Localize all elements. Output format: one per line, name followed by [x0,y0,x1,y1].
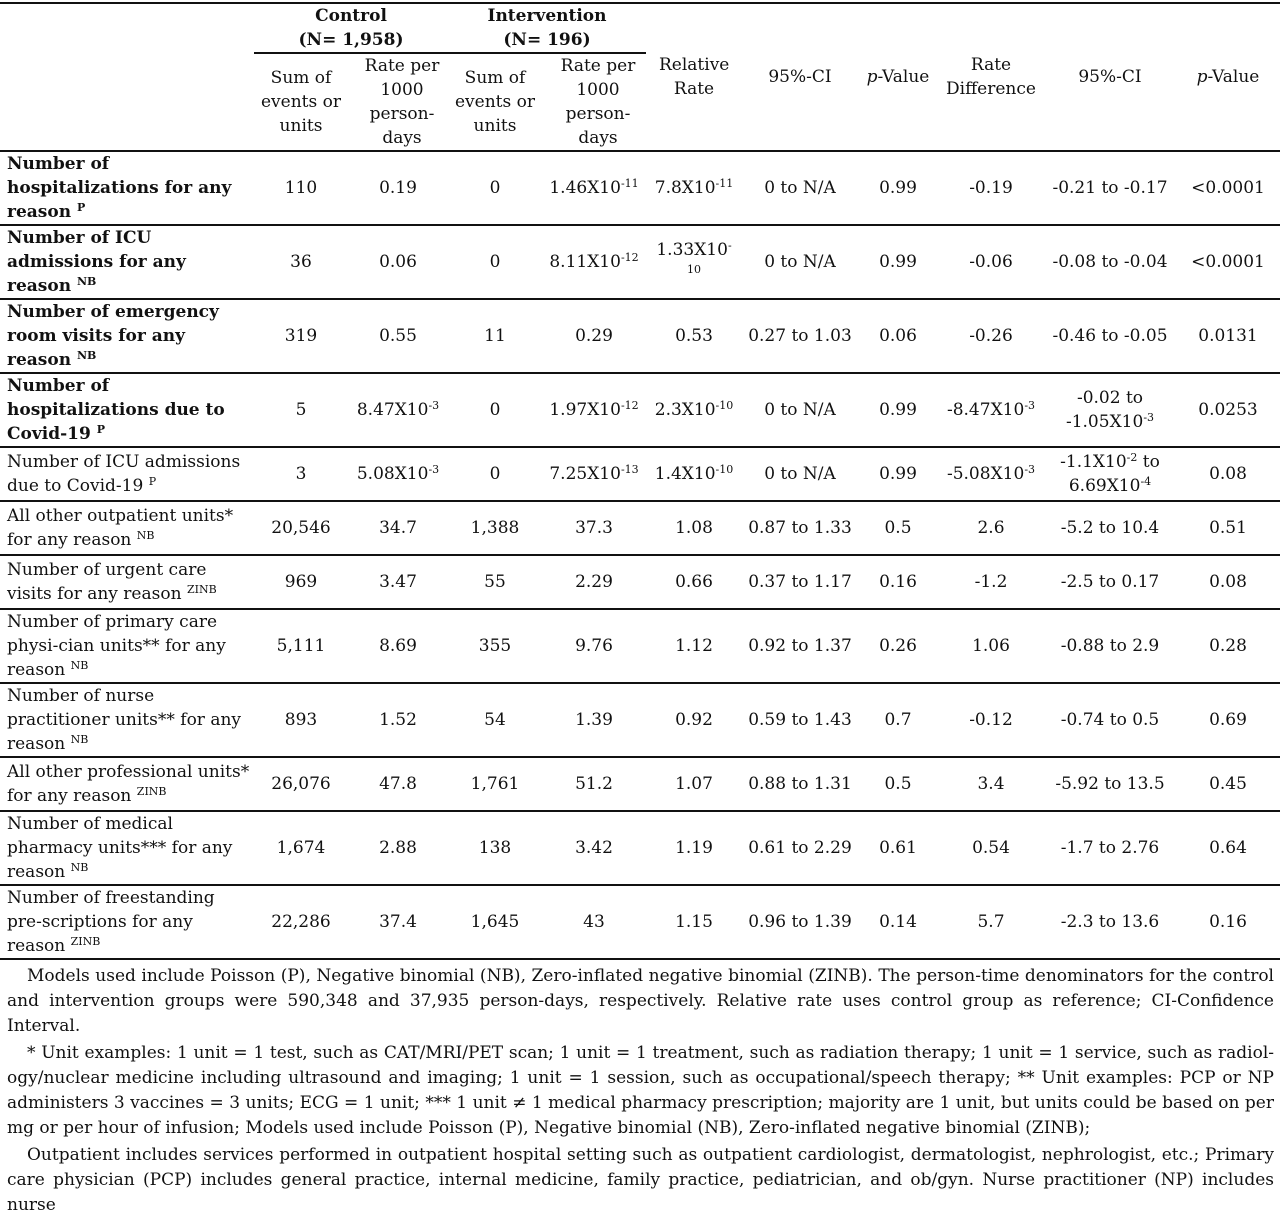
row-label: Number of emergency room visits for any reason $^{NB}$ [0,299,254,373]
relative-rate-cell: 1.15 [646,885,742,959]
model-marker: ZINB [136,785,167,798]
rate-difference-cell: -0.19 [938,151,1044,225]
ci-cell-1: 0.92 to 1.37 [742,609,858,683]
ci-cell-1: 0.96 to 1.39 [742,885,858,959]
rate-difference-cell: -0.06 [938,225,1044,299]
ci-cell-1: 0.37 to 1.17 [742,555,858,609]
control-sum-cell: 3 [254,447,348,501]
relative-rate-cell: $7.8X10^{-11}$ [646,151,742,225]
p-value-cell-2: 0.64 [1176,811,1280,885]
p-value-cell-1: 0.99 [858,447,938,501]
intervention-rate-header: Rate per 1000 person-days [560,56,636,148]
ci-cell-1: 0 to N/A [742,151,858,225]
control-sum-cell: 22,286 [254,885,348,959]
ci-cell-2: -0.88 to 2.9 [1044,609,1176,683]
intervention-group-header: Intervention (N= 196) [448,4,646,53]
ci-cell-2: -0.46 to -0.05 [1044,299,1176,373]
intervention-sum-cell: 11 [448,299,542,373]
row-label: All other outpatient units* for any reason $^{NB}$ [0,501,254,555]
model-marker: P [148,475,157,488]
note-outpatient: Outpatient includes services performed in outpatient hospital setting such as outpatient cardiologist, dermatologist, nephrologist, etc.; Primary care physician (PCP) includes general practice, internal medicine, family practice, pediatrician, and ob/gyn. Nurse practitioner (NP) includes nurse [7,1145,1274,1215]
intervention-rate-cell: $1.97X10^{-12}$ [542,373,646,447]
rate-difference-cell: -0.26 [938,299,1044,373]
control-sum-cell: 26,076 [254,757,348,811]
rate-difference-cell: $-8.47X10^{-3}$ [938,373,1044,447]
intervention-sum-cell: 1,645 [448,885,542,959]
p-value-cell-1: 0.99 [858,151,938,225]
relative-rate-cell: 1.07 [646,757,742,811]
row-label: Number of freestanding pre-scriptions for any reason $^{ZINB}$ [0,885,254,959]
intervention-rate-cell: 1.39 [542,683,646,757]
rate-difference-header: Rate Difference [946,55,1036,99]
row-label: Number of urgent care visits for any reason $^{ZINB}$ [0,555,254,609]
rate-difference-cell: 3.4 [938,757,1044,811]
ci-cell-1: 0 to N/A [742,225,858,299]
p-value-cell-2: 0.0131 [1176,299,1280,373]
ci-cell-2: -2.3 to 13.6 [1044,885,1176,959]
control-sum-cell: 5 [254,373,348,447]
model-marker: NB [70,659,89,672]
intervention-sum-cell: 0 [448,447,542,501]
intervention-rate-cell: $8.11X10^{-12}$ [542,225,646,299]
note-units: * Unit examples: 1 unit = 1 test, such as CAT/MRI/PET scan; 1 unit = 1 treatment, such as radiation therapy; 1 unit = 1 service, such as radiol-ogy/nuclear medicine including ultrasound and imaging; 1 unit = 1 session, such as occupational/speech therapy; ** Unit examples: PCP or NP administers 3 vaccines = 3 units; ECG = 1 unit; *** 1 unit ≠ 1 medical pharmacy prescription; majority are 1 unit, but units could be based on per mg or per hour of infusion; Models used include Poisson (P), Negative binomial (NB), Zero-inflated negative binomial (ZINB); [7,1043,1274,1138]
table-row [0,885,1280,959]
relative-rate-cell: 0.66 [646,555,742,609]
p-value-cell-2: 0.08 [1176,447,1280,501]
relative-rate-cell: $1.33X10^{-10}$ [646,225,742,299]
table-row [0,811,1280,885]
p-value-cell-1: 0.16 [858,555,938,609]
ci-cell-1: 0 to N/A [742,373,858,447]
ci-cell-2: -0.08 to -0.04 [1044,225,1176,299]
row-label: Number of hospitalizations for any reason $^P$ [0,151,254,225]
intervention-rate-cell: $1.46X10^{-11}$ [542,151,646,225]
p-value-cell-1: 0.99 [858,225,938,299]
model-marker: ZINB [70,935,101,948]
table-body [0,151,1280,959]
ci-cell-2: -0.02 to $-1.05X10^{-3}$ [1044,373,1176,447]
table-row [0,555,1280,609]
intervention-sum-cell: 55 [448,555,542,609]
intervention-sum-cell: 1,388 [448,501,542,555]
intervention-rate-cell: 9.76 [542,609,646,683]
intervention-rate-cell: 43 [542,885,646,959]
intervention-sum-cell: 0 [448,151,542,225]
row-label: Number of hospitalizations due to Covid-19 $^P$ [0,373,254,447]
relative-rate-cell: 0.92 [646,683,742,757]
row-label: Number of ICU admissions due to Covid-19 $^P$ [0,447,254,501]
model-marker: NB [70,861,89,874]
intervention-rate-cell: 37.3 [542,501,646,555]
ci-cell-1: 0.27 to 1.03 [742,299,858,373]
model-marker: P [96,423,106,436]
rate-difference-cell: 1.06 [938,609,1044,683]
p-value-cell-2: 0.51 [1176,501,1280,555]
p-value-cell-1: 0.99 [858,373,938,447]
rate-difference-cell: $-5.08X10^{-3}$ [938,447,1044,501]
ci-cell-2: -5.2 to 10.4 [1044,501,1176,555]
p-value-cell-1: 0.5 [858,757,938,811]
p-value-cell-1: 0.5 [858,501,938,555]
rate-difference-cell: -0.12 [938,683,1044,757]
p-value-cell-2: <0.0001 [1176,151,1280,225]
control-sum-cell: 110 [254,151,348,225]
control-sum-cell: 319 [254,299,348,373]
table-row [0,683,1280,757]
document [0,2,1280,1218]
p-value-cell-1: 0.26 [858,609,938,683]
p-value-header-1: p-Value [866,67,930,87]
intervention-rate-cell: 51.2 [542,757,646,811]
table-row [0,609,1280,683]
ci-cell-1: 0.59 to 1.43 [742,683,858,757]
intervention-sum-cell: 1,761 [448,757,542,811]
row-label: Number of ICU admissions for any reason $^{NB}$ [0,225,254,299]
p-value-cell-2: 0.08 [1176,555,1280,609]
p-value-cell-1: 0.7 [858,683,938,757]
control-rate-cell: 37.4 [348,885,448,959]
table-notes [0,960,1280,1218]
p-value-cell-2: <0.0001 [1176,225,1280,299]
ci-cell-2: $-1.1X10^{-2}$ to $6.69X10^{-4}$ [1044,447,1176,501]
rate-difference-cell: 0.54 [938,811,1044,885]
ci-cell-2: -5.92 to 13.5 [1044,757,1176,811]
control-rate-header: Rate per 1000 person-days [364,56,440,148]
rate-difference-cell: 2.6 [938,501,1044,555]
intervention-rate-cell: $7.25X10^{-13}$ [542,447,646,501]
control-rate-cell: 47.8 [348,757,448,811]
ci-cell-2: -0.74 to 0.5 [1044,683,1176,757]
control-rate-cell: 1.52 [348,683,448,757]
intervention-sum-cell: 138 [448,811,542,885]
intervention-rate-cell: 3.42 [542,811,646,885]
results-table [0,2,1280,960]
control-sum-cell: 20,546 [254,501,348,555]
control-rate-cell: 34.7 [348,501,448,555]
relative-rate-cell: 1.19 [646,811,742,885]
control-rate-cell: 0.19 [348,151,448,225]
ci-cell-1: 0.61 to 2.29 [742,811,858,885]
ci-header-1: 95%-CI [768,67,832,87]
control-rate-cell: $8.47X10^{-3}$ [348,373,448,447]
p-value-cell-2: 0.69 [1176,683,1280,757]
table-row [0,225,1280,299]
model-marker: NB [70,733,89,746]
control-rate-cell: 0.06 [348,225,448,299]
table-row [0,501,1280,555]
row-label: Number of nurse practitioner units** for any reason $^{NB}$ [0,683,254,757]
control-sum-cell: 969 [254,555,348,609]
control-rate-cell: 0.55 [348,299,448,373]
intervention-sum-cell: 355 [448,609,542,683]
ci-cell-2: -2.5 to 0.17 [1044,555,1176,609]
control-rate-cell: $5.08X10^{-3}$ [348,447,448,501]
intervention-rate-cell: 0.29 [542,299,646,373]
p-value-header-2: p-Value [1196,67,1260,87]
relative-rate-header: Relative Rate [659,55,730,99]
row-label: Number of medical pharmacy units*** for any reason $^{NB}$ [0,811,254,885]
control-group-header: Control (N= 1,958) [254,4,448,53]
control-sum-cell: 5,111 [254,609,348,683]
table-row [0,447,1280,501]
table-row [0,373,1280,447]
control-sum-cell: 893 [254,683,348,757]
model-marker: P [76,201,86,214]
row-label: All other professional units* for any reason $^{ZINB}$ [0,757,254,811]
control-sum-header: Sum of events or units [261,68,341,136]
p-value-cell-1: 0.14 [858,885,938,959]
p-value-cell-2: 0.28 [1176,609,1280,683]
relative-rate-cell: $1.4X10^{-10}$ [646,447,742,501]
intervention-rate-cell: 2.29 [542,555,646,609]
ci-cell-2: -0.21 to -0.17 [1044,151,1176,225]
relative-rate-cell: 1.08 [646,501,742,555]
p-value-cell-2: 0.0253 [1176,373,1280,447]
table-row [0,151,1280,225]
control-sum-cell: 36 [254,225,348,299]
p-value-cell-1: 0.61 [858,811,938,885]
note-models: Models used include Poisson (P), Negative binomial (NB), Zero-inflated negative binomial (ZINB). The person-time denominators for the control and intervention groups were 590,348 and 37,935 person-days, respectively. Relative rate uses control group as reference; CI-Confidence Interval. [7,966,1274,1036]
p-value-cell-2: 0.16 [1176,885,1280,959]
model-marker: NB [136,529,155,542]
table-row [0,757,1280,811]
intervention-sum-cell: 54 [448,683,542,757]
table-header [0,3,1280,151]
ci-cell-1: 0 to N/A [742,447,858,501]
relative-rate-cell: $2.3X10^{-10}$ [646,373,742,447]
ci-cell-1: 0.87 to 1.33 [742,501,858,555]
intervention-sum-cell: 0 [448,373,542,447]
ci-cell-2: -1.7 to 2.76 [1044,811,1176,885]
control-sum-cell: 1,674 [254,811,348,885]
table-row [0,299,1280,373]
intervention-sum-cell: 0 [448,225,542,299]
intervention-sum-header: Sum of events or units [455,68,535,136]
control-rate-cell: 2.88 [348,811,448,885]
rate-difference-cell: 5.7 [938,885,1044,959]
p-value-cell-2: 0.45 [1176,757,1280,811]
model-marker: ZINB [186,583,217,596]
model-marker: NB [76,275,97,288]
ci-header-2: 95%-CI [1078,67,1142,87]
relative-rate-cell: 1.12 [646,609,742,683]
ci-cell-1: 0.88 to 1.31 [742,757,858,811]
control-rate-cell: 3.47 [348,555,448,609]
p-value-cell-1: 0.06 [858,299,938,373]
control-rate-cell: 8.69 [348,609,448,683]
model-marker: NB [76,349,97,362]
rate-difference-cell: -1.2 [938,555,1044,609]
row-label: Number of primary care physi-cian units** for any reason $^{NB}$ [0,609,254,683]
relative-rate-cell: 0.53 [646,299,742,373]
